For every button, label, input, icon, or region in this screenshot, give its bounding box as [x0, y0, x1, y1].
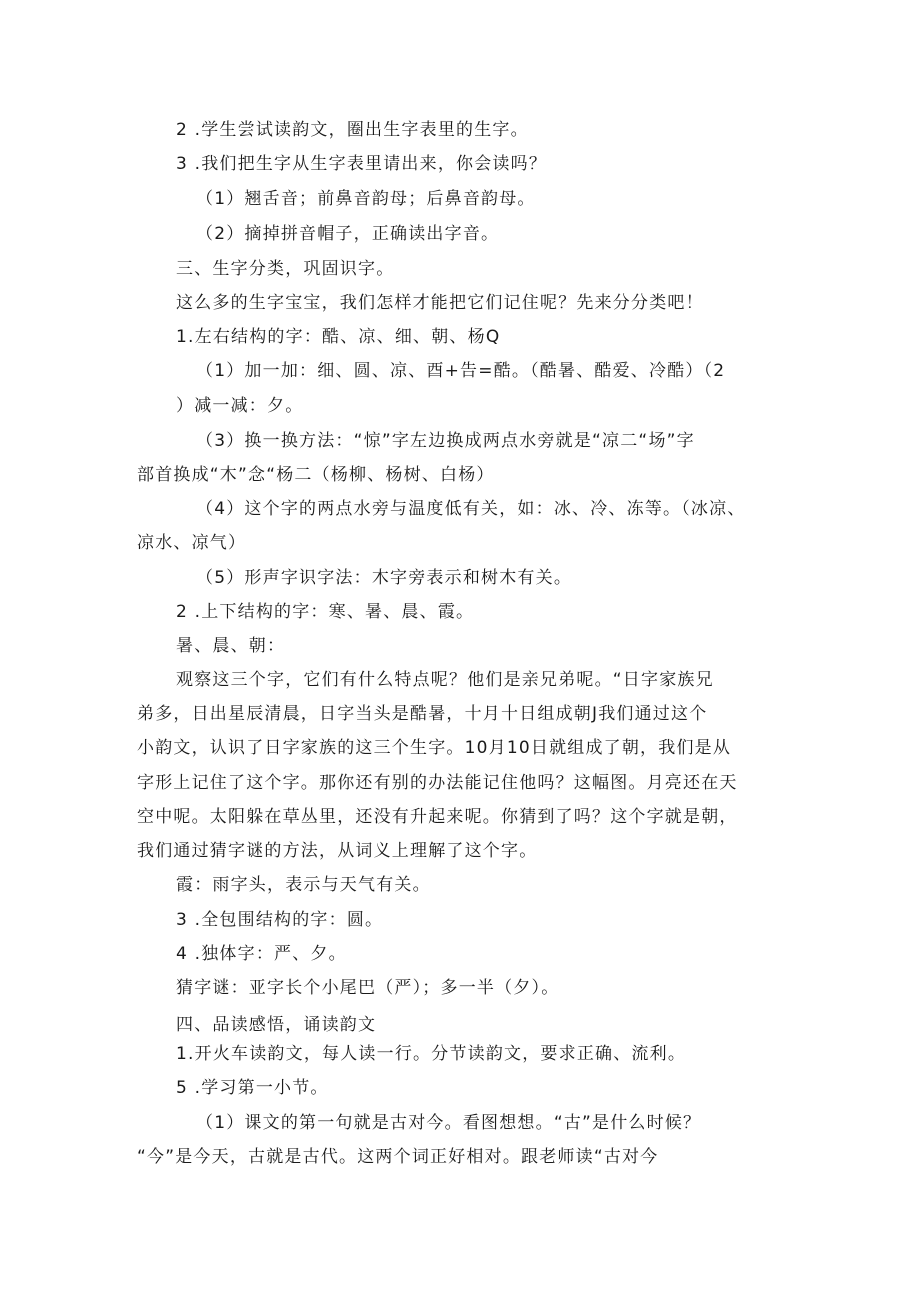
- three-characters: 暑、晨、朝：: [176, 636, 286, 656]
- top-bottom-structure: 2 .上下结构的字：寒、暑、晨、霞。: [176, 602, 475, 622]
- replace-method: （3）换一换方法：“惊”字左边换成两点水旁就是“凉二“场”字: [196, 431, 695, 451]
- step-3-read-characters: 3 .我们把生字从生字表里请出来，你会读吗？: [176, 154, 548, 174]
- section-4-heading: 四、品读感悟，诵读韵文: [176, 1015, 377, 1035]
- observe-paragraph-6: 我们通过猜字谜的方法，从词义上理解了这个字。: [137, 841, 538, 861]
- observe-paragraph-1: 观察这三个字，它们有什么特点呢？他们是亲兄弟呢。“日字家族兄: [176, 670, 714, 690]
- ancient-vs-today: （1）课文的第一句就是古对今。看图想想。“古”是什么时候？: [196, 1113, 702, 1133]
- xia-explanation: 霞：雨字头，表示与天气有关。: [176, 875, 431, 895]
- riddle: 猜字谜：亚字长个小尾巴（严）；多一半（夕）。: [176, 978, 560, 998]
- two-dot-radical: （4）这个字的两点水旁与温度低有关，如：冰、冷、冻等。（冰凉、: [196, 499, 746, 519]
- phono-semantic-method: （5）形声字识字法：木字旁表示和树木有关。: [196, 568, 573, 588]
- step-2-read-rhyme: 2 .学生尝试读韵文，圈出生字表里的生字。: [176, 120, 529, 140]
- observe-paragraph-5: 空中呢。太阳躲在草丛里，还没有升起来呢。你猜到了吗？这个字就是朝，: [137, 807, 738, 827]
- observe-paragraph-3: 小韵文，认识了日字家族的这三个生字。10月10日就组成了朝，我们是从: [137, 738, 732, 758]
- sub-1-pronunciation: （1）翘舌音；前鼻音韵母；后鼻音韵母。: [196, 189, 536, 209]
- replace-method-cont: 部首换成“木”念“杨二（杨柳、杨树、白杨）: [137, 465, 495, 485]
- two-dot-radical-cont: 凉水、凉气）: [137, 533, 247, 553]
- enclosed-structure: 3 .全包围结构的字：圆。: [176, 910, 384, 930]
- add-method: （1）加一加：细、圆、凉、酉+告=酷。（酷暑、酷爱、冷酷）（2: [196, 361, 726, 381]
- single-characters: 4 .独体字：严、夕。: [176, 944, 347, 964]
- sub-2-remove-pinyin: （2）摘掉拼音帽子，正确读出字音。: [196, 224, 500, 244]
- step-5-first-section: 5 .学习第一小节。: [176, 1078, 329, 1098]
- observe-paragraph-4: 字形上记住了这个字。那你还有别的办法能记住他吗？这幅图。月亮还在天: [137, 773, 738, 793]
- subtract-method: ）减一减：夕。: [176, 396, 304, 416]
- section-3-heading: 三、生字分类，巩固识字。: [176, 259, 395, 279]
- intro-sentence: 这么多的生字宝宝，我们怎样才能把它们记住呢？先来分分类吧！: [176, 293, 704, 313]
- observe-paragraph-2: 弟多，日出星辰清晨，日字当头是酷暑，十月十日组成朝J我们通过这个: [137, 704, 708, 724]
- ancient-vs-today-cont: “今”是今天，古就是古代。这两个词正好相对。跟老师读“古对今: [137, 1147, 659, 1167]
- train-reading: 1.开火车读韵文，每人读一行。分节读韵文，要求正确、流利。: [176, 1044, 687, 1064]
- left-right-structure: 1.左右结构的字：酷、凉、细、朝、杨Q: [176, 327, 501, 347]
